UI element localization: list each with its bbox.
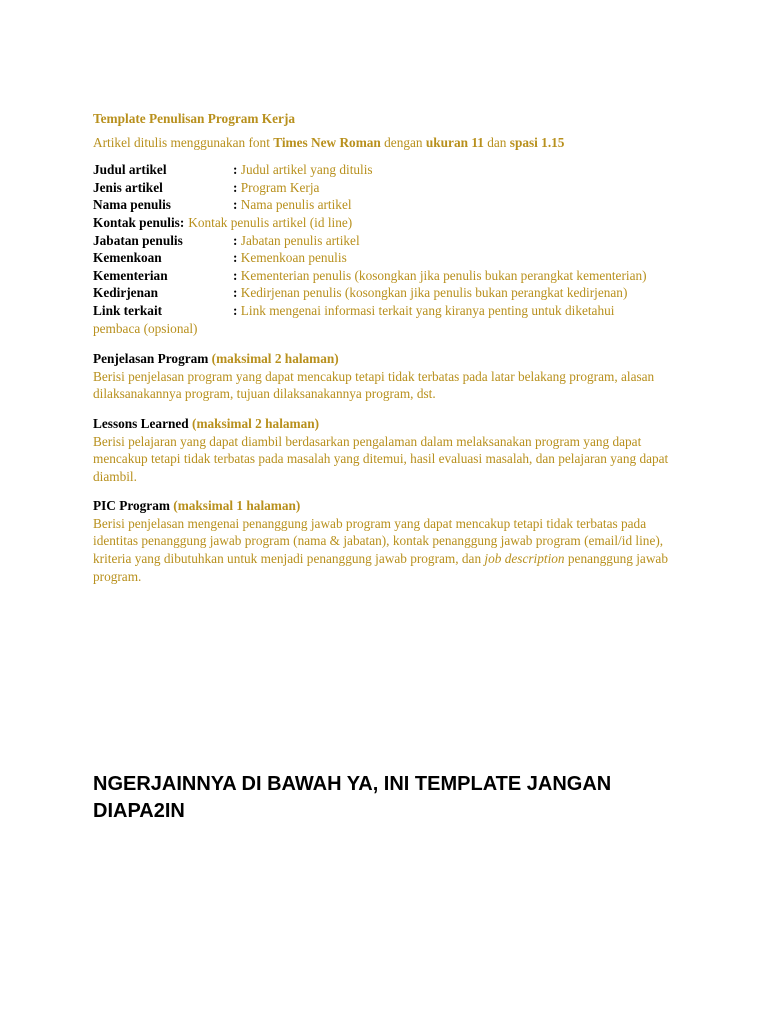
section-body: Berisi penjelasan program yang dapat mencakup tetapi tidak terbatas pada latar belakang program, alasan dilaksanakannya program, tujuan dilaksanakannya program, dst. [93, 368, 655, 402]
section-lessons-learned [93, 415, 693, 485]
section-heading: Penjelasan Program (maksimal 2 halaman) [93, 351, 339, 367]
field-row [93, 179, 693, 197]
intro-line [93, 134, 693, 152]
metadata-fields [93, 161, 693, 337]
field-label: Judul artikel [93, 162, 167, 178]
section-heading: PIC Program (maksimal 1 halaman) [93, 498, 301, 514]
section-penjelasan-program [93, 350, 693, 403]
section-body: Berisi penjelasan mengenai penanggung jawab program yang dapat mencakup tetapi tidak terbatas pada identitas penanggung jawab program (nama & jabatan), kontak penanggung jawab program (email/id line), kriteria yang dibutuhkan untuk menjadi penanggung jawab program, dan job description penanggung jawab program. [93, 515, 668, 584]
section-heading: Lessons Learned (maksimal 2 halaman) [93, 415, 320, 431]
field-value: : Program Kerja [233, 179, 320, 195]
field-value: : Kementerian penulis (kosongkan jika penulis bukan perangkat kementerian) [233, 267, 647, 283]
field-value: : Link mengenai informasi terkait yang kiranya penting untuk diketahui [233, 302, 615, 318]
field-label: Kemenkoan [93, 250, 162, 266]
field-label: Nama penulis [93, 197, 171, 213]
field-label: Kedirjenan [93, 285, 159, 301]
field-row [93, 161, 693, 179]
section-body: Berisi pelajaran yang dapat diambil berdasarkan pengalaman dalam melaksanakan program yang dapat mencakup tetapi tidak terbatas pada masalah yang ditemui, hasil evaluasi masalah, dan pelajaran yang dapat diambil. [93, 433, 669, 484]
intro-mid1: dengan [380, 134, 426, 150]
intro-mid2: dan [483, 134, 510, 150]
intro-font: Times New Roman [273, 134, 381, 150]
field-row [93, 214, 693, 232]
document-title: Template Penulisan Program Kerja [93, 111, 296, 126]
field-value: Kontak penulis artikel (id line) [188, 214, 353, 230]
field-value: : Nama penulis artikel [233, 197, 352, 213]
section-pic-program [93, 497, 693, 585]
intro-size: ukuran 11 [425, 134, 484, 150]
field-value: : Kedirjenan penulis (kosongkan jika penulis bukan perangkat kedirjenan) [233, 285, 628, 301]
field-row [93, 302, 693, 320]
document-page [93, 110, 693, 597]
field-value: : Jabatan penulis artikel [233, 232, 360, 248]
field-row [93, 284, 693, 302]
italic-term: job description [484, 551, 565, 567]
field-label: Kontak penulis: [93, 214, 185, 230]
intro-prefix: Artikel ditulis menggunakan font [93, 134, 274, 150]
field-label: Jabatan penulis [93, 232, 183, 248]
field-label: Link terkait [93, 302, 163, 318]
template-notice: NGERJAINNYA DI BAWAH YA, INI TEMPLATE JANGAN DIAPA2IN [93, 773, 612, 822]
field-label: Jenis artikel [93, 179, 163, 195]
field-label: Kementerian [93, 267, 168, 283]
field-value: : Judul artikel yang ditulis [233, 162, 373, 178]
field-value-wrap: pembaca (opsional) [93, 320, 198, 336]
field-value: : Kemenkoan penulis [233, 250, 347, 266]
field-row [93, 249, 693, 267]
field-row [93, 232, 693, 250]
field-row [93, 196, 693, 214]
field-row [93, 267, 693, 285]
intro-spacing: spasi 1.15 [509, 134, 565, 150]
